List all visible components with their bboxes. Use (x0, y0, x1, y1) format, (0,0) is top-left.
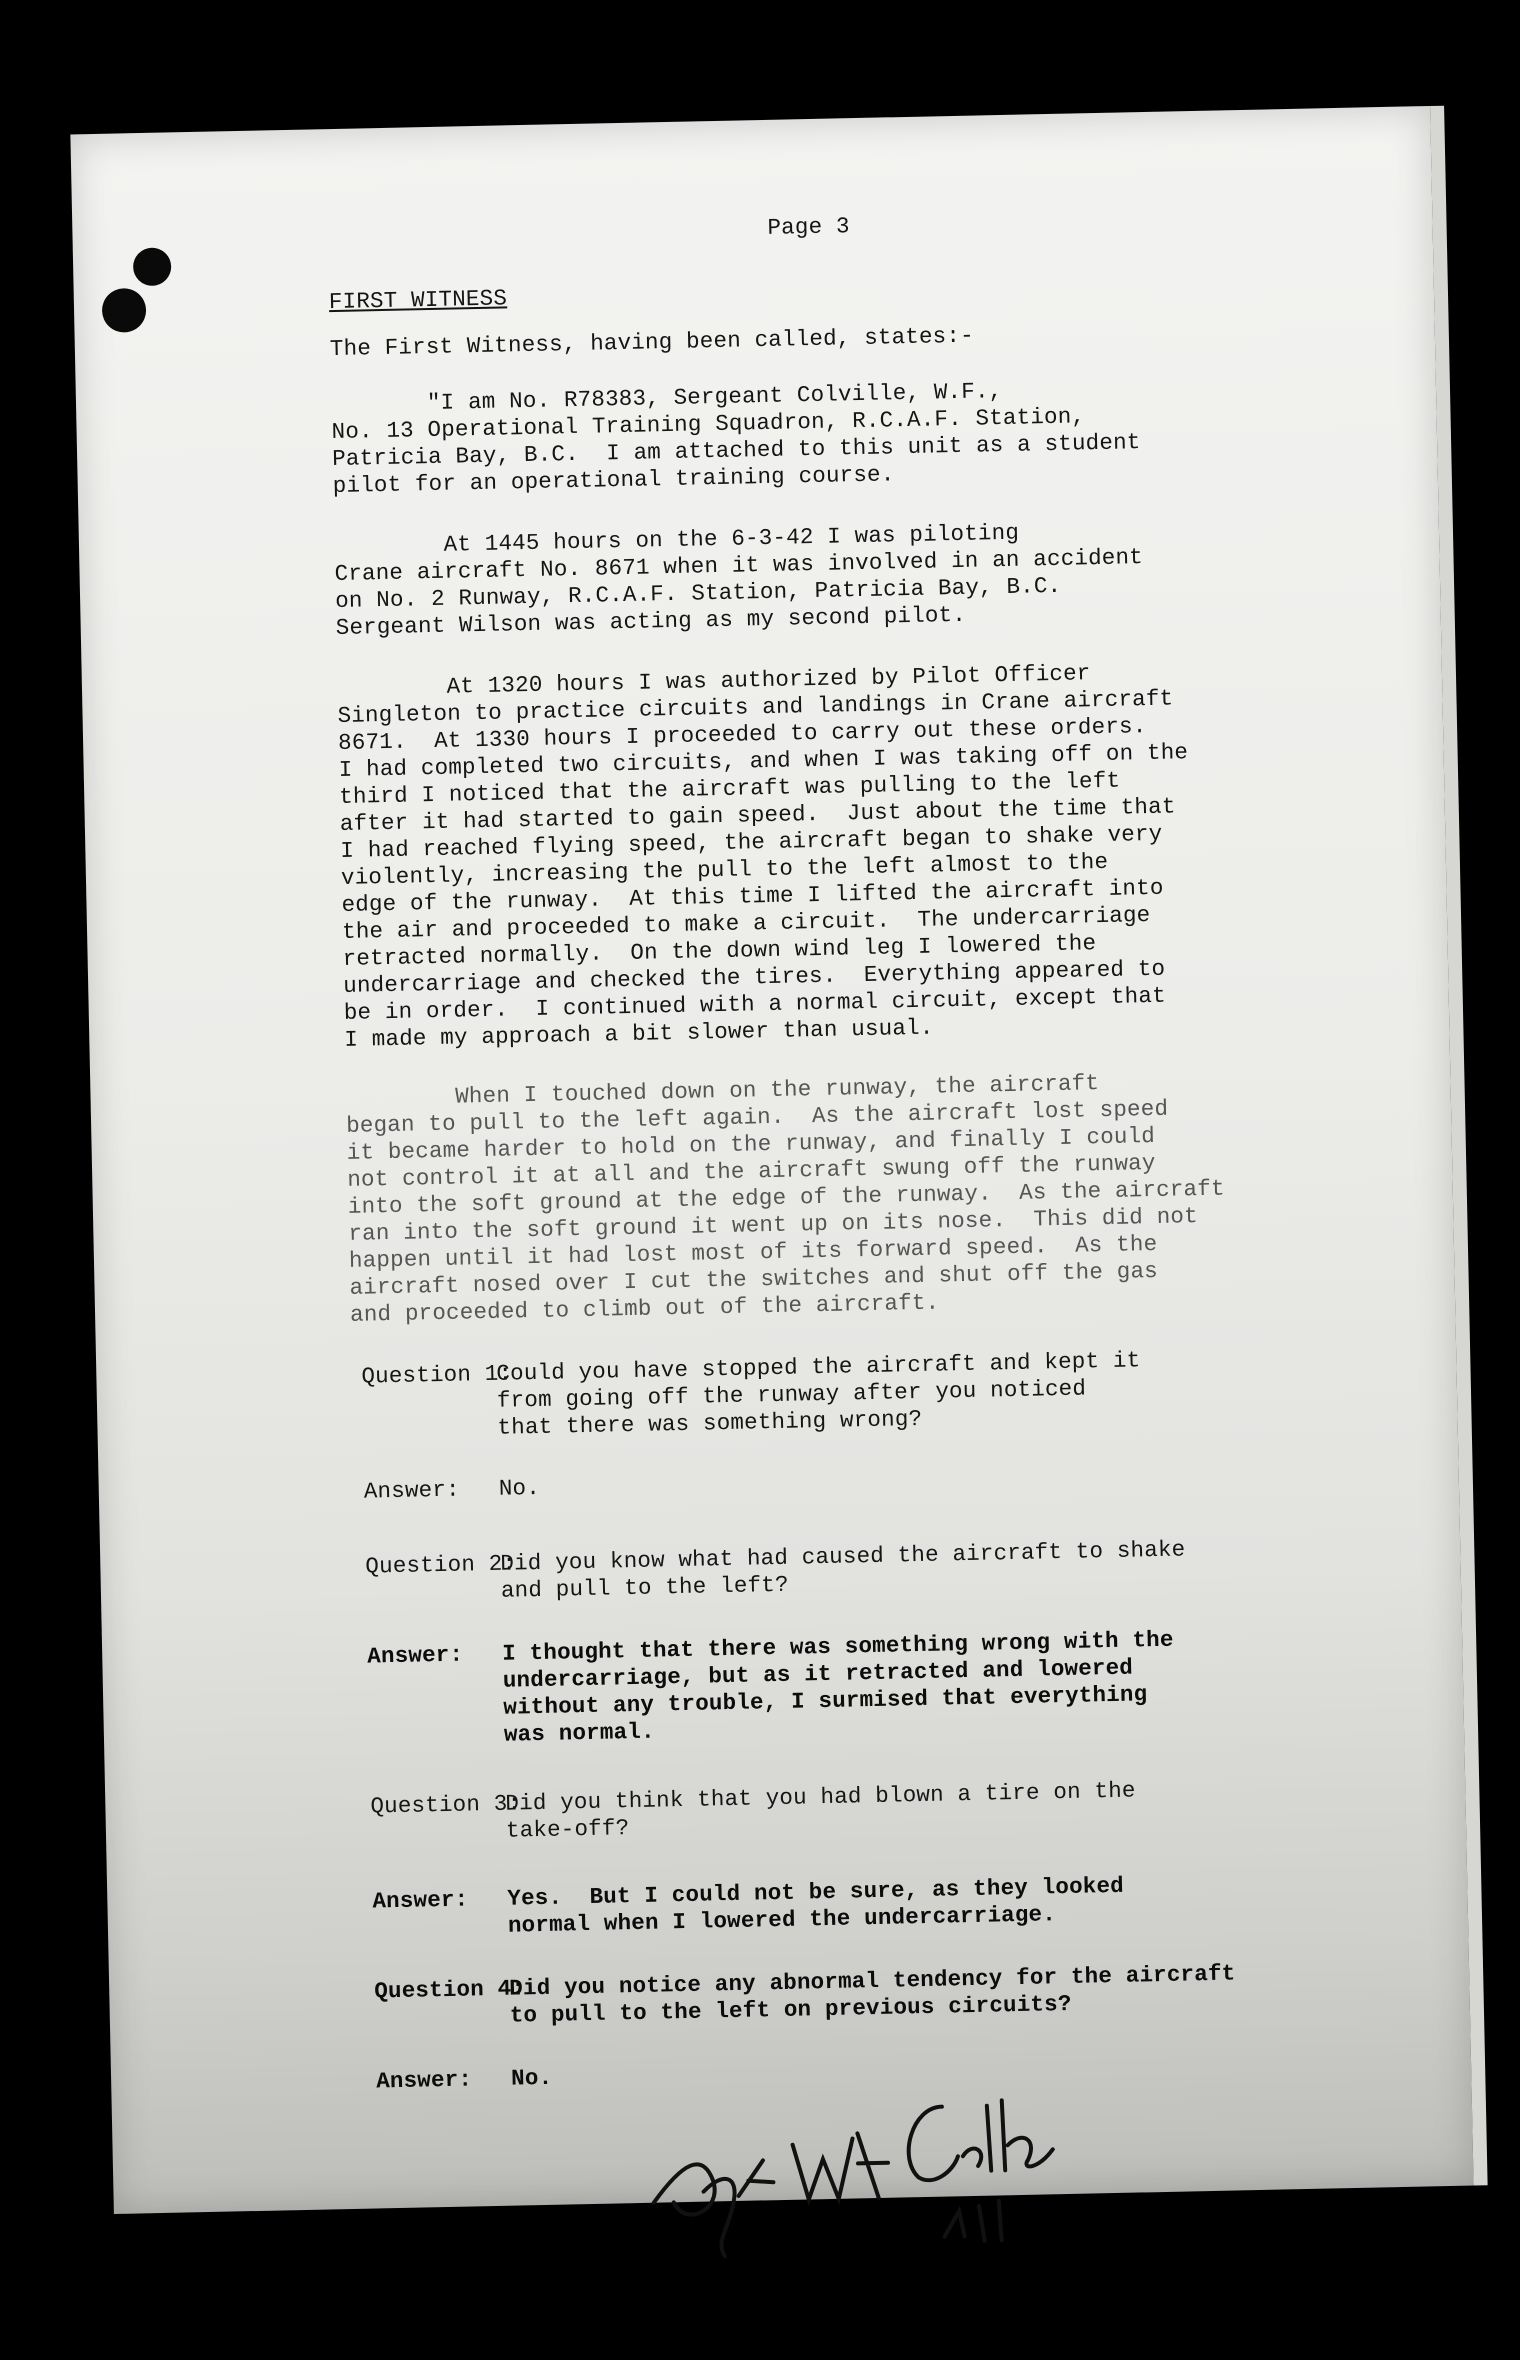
question-1-label: Question 1: (361, 1360, 513, 1390)
paragraph-2: At 1445 hours on the 6-3-42 I was piloting Crane aircraft No. 8671 when it was involved in an accident on No. 2 Runway, R.C.A.F. Station, Patricia Bay, B.C. Sergeant Wilson was acting as my second pilot. (333, 519, 1144, 642)
question-2-label: Question 2: (365, 1550, 517, 1580)
answer-3-label: Answer: (372, 1886, 469, 1915)
paragraph-1: "I am No. R78383, Sergeant Colville, W.F., No. 13 Operational Training Squadron, R.C.A.F. Station, Patricia Bay, B.C. I am attached to this unit as a student pilot for an operational training course. (330, 378, 1141, 500)
paragraph-3: At 1320 hours I was authorized by Pilot Officer Singleton to practice circuits and landings in Crane aircraft 8671. At 1330 hours I proceeded to carry out these orders. I had completed two circuits, and when I was taking off on the third I noticed that the aircraft was pulling to the left after it had started to gain speed. Just about the time that I had reached flying speed, the aircraft began to shake very violently, increasing the pull to the left almost to the edge of the runway. At this time I lifted the aircraft into the air and proceeded to make a circuit. The undercarriage retracted normally. On the down wind leg I lowered the undercarriage and checked the tires. Everything appeared to be in order. I continued with a normal circuit, except that I made my approach a bit slower than usual. (336, 660, 1189, 1053)
document-page (70, 106, 1473, 2214)
answer-2-text: I thought that there was something wrong with the undercarriage, but as it retracted and lowered without any trouble, I surmised that everything was normal. (502, 1626, 1174, 1748)
question-3-label: Question 3: (370, 1790, 522, 1820)
intro-line: The First Witness, having been called, states:- (329, 322, 975, 363)
page-edge (1430, 106, 1488, 2186)
question-1-text: Could you have stopped the aircraft and kept it from going off the runway after you noticed that there was something wrong? (496, 1347, 1141, 1441)
document-body (327, 206, 1236, 2095)
question-3-text: Did you think that you had blown a tire on the take-off? (505, 1777, 1136, 1844)
answer-1-label: Answer: (363, 1476, 461, 1505)
handwritten-signature (641, 2044, 1066, 2273)
answer-3-text: Yes. But I could not be sure, as they looked normal when I lowered the undercarriage. (507, 1872, 1125, 1939)
answer-2-label: Answer: (367, 1641, 464, 1670)
section-heading: FIRST WITNESS (328, 285, 508, 316)
question-4-label: Question 4: (374, 1975, 526, 2005)
answer-1-text: No. (498, 1474, 541, 1502)
page-number: Page 3 (767, 213, 850, 241)
question-4-text: Did you notice any abnormal tendency for the aircraft to pull to the left on previous circuits? (509, 1960, 1236, 2029)
question-2-text: Did you know what had caused the aircraft to shake and pull to the left? (500, 1536, 1186, 1604)
answer-4-label: Answer: (375, 2066, 473, 2095)
punch-hole-bottom (102, 288, 147, 333)
punch-hole-top (133, 247, 172, 286)
paragraph-4: When I touched down on the runway, the aircraft began to pull to the left again. As the aircraft lost speed it became harder to hold on the runway, and finally I could not control it at all and the aircraft swung off the runway into the soft ground at the edge of the runway. As the aircraft ran into the soft ground it went up on its nose. This did not happen until it had lost most of its forward speed. As the aircraft nosed over I cut the switches and shut off the gas and proceeded to climb out of the aircraft. (345, 1070, 1225, 1328)
answer-4-text: No. (510, 2064, 553, 2092)
